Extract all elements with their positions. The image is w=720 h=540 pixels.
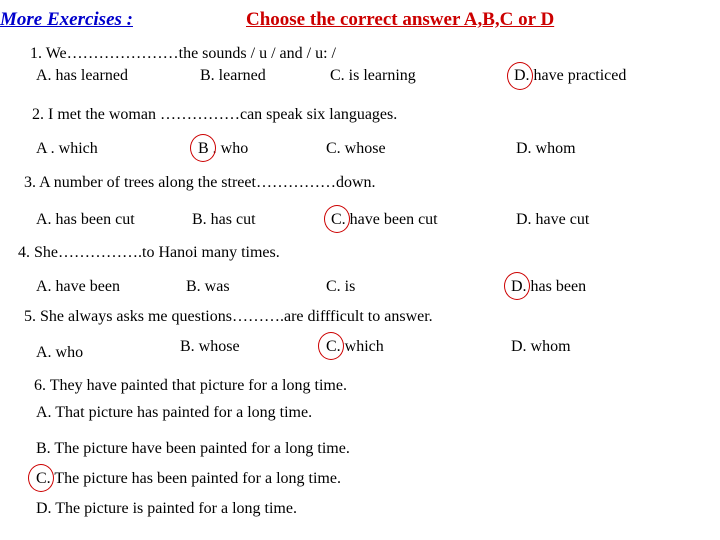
question-6-option-b[interactable]: B. The picture have been painted for a long time.: [36, 440, 350, 457]
question-1-option-b[interactable]: B. learned: [200, 67, 266, 84]
answer-circle-q1: [507, 62, 533, 90]
question-1-stem: 1. We…………………the sounds / u / and / u: /: [30, 45, 336, 62]
question-3-option-a[interactable]: A. has been cut: [36, 211, 135, 228]
question-4-stem: 4. She…………….to Hanoi many times.: [18, 244, 280, 261]
answer-circle-q5: [318, 332, 344, 360]
question-3-stem: 3. A number of trees along the street……………down.: [24, 174, 376, 191]
question-2-option-c[interactable]: C. whose: [326, 140, 386, 157]
question-3-option-d[interactable]: D. have cut: [516, 211, 590, 228]
instructions-title: Choose the correct answer A,B,C or D: [246, 9, 555, 30]
question-5-option-b[interactable]: B. whose: [180, 338, 240, 355]
question-5-option-d[interactable]: D. whom: [511, 338, 571, 355]
exercises-title: More Exercises :: [0, 9, 133, 30]
question-4-option-d[interactable]: D. has been: [511, 278, 587, 295]
question-1-option-c[interactable]: C. is learning: [330, 67, 416, 84]
question-6-option-c[interactable]: C. The picture has been painted for a long time.: [36, 470, 341, 487]
question-2-stem: 2. I met the woman ……………can speak six languages.: [32, 106, 398, 123]
answer-circle-q2: [190, 134, 216, 162]
answer-circle-q3: [324, 205, 350, 233]
question-6-stem: 6. They have painted that picture for a long time.: [34, 377, 347, 394]
answer-circle-q4: [504, 272, 530, 300]
question-4-option-c[interactable]: C. is: [326, 278, 356, 295]
question-2-option-b[interactable]: B . who: [198, 140, 249, 157]
question-5-option-c[interactable]: C. which: [326, 338, 384, 355]
question-3-option-c[interactable]: C. have been cut: [331, 211, 438, 228]
question-3-option-b[interactable]: B. has cut: [192, 211, 256, 228]
question-1-option-d[interactable]: D. have practiced: [514, 67, 627, 84]
question-4-option-a[interactable]: A. have been: [36, 278, 120, 295]
answer-circle-q6: [28, 464, 54, 492]
question-2-option-d[interactable]: D. whom: [516, 140, 576, 157]
question-6-option-d[interactable]: D. The picture is painted for a long time.: [36, 500, 297, 517]
question-5-stem: 5. She always asks me questions……….are diffficult to answer.: [24, 308, 433, 325]
question-2-option-a[interactable]: A . which: [36, 140, 98, 157]
question-1-option-a[interactable]: A. has learned: [36, 67, 128, 84]
question-4-option-b[interactable]: B. was: [186, 278, 230, 295]
question-5-option-a[interactable]: A. who: [36, 344, 84, 361]
question-6-option-a[interactable]: A. That picture has painted for a long time.: [36, 404, 313, 421]
